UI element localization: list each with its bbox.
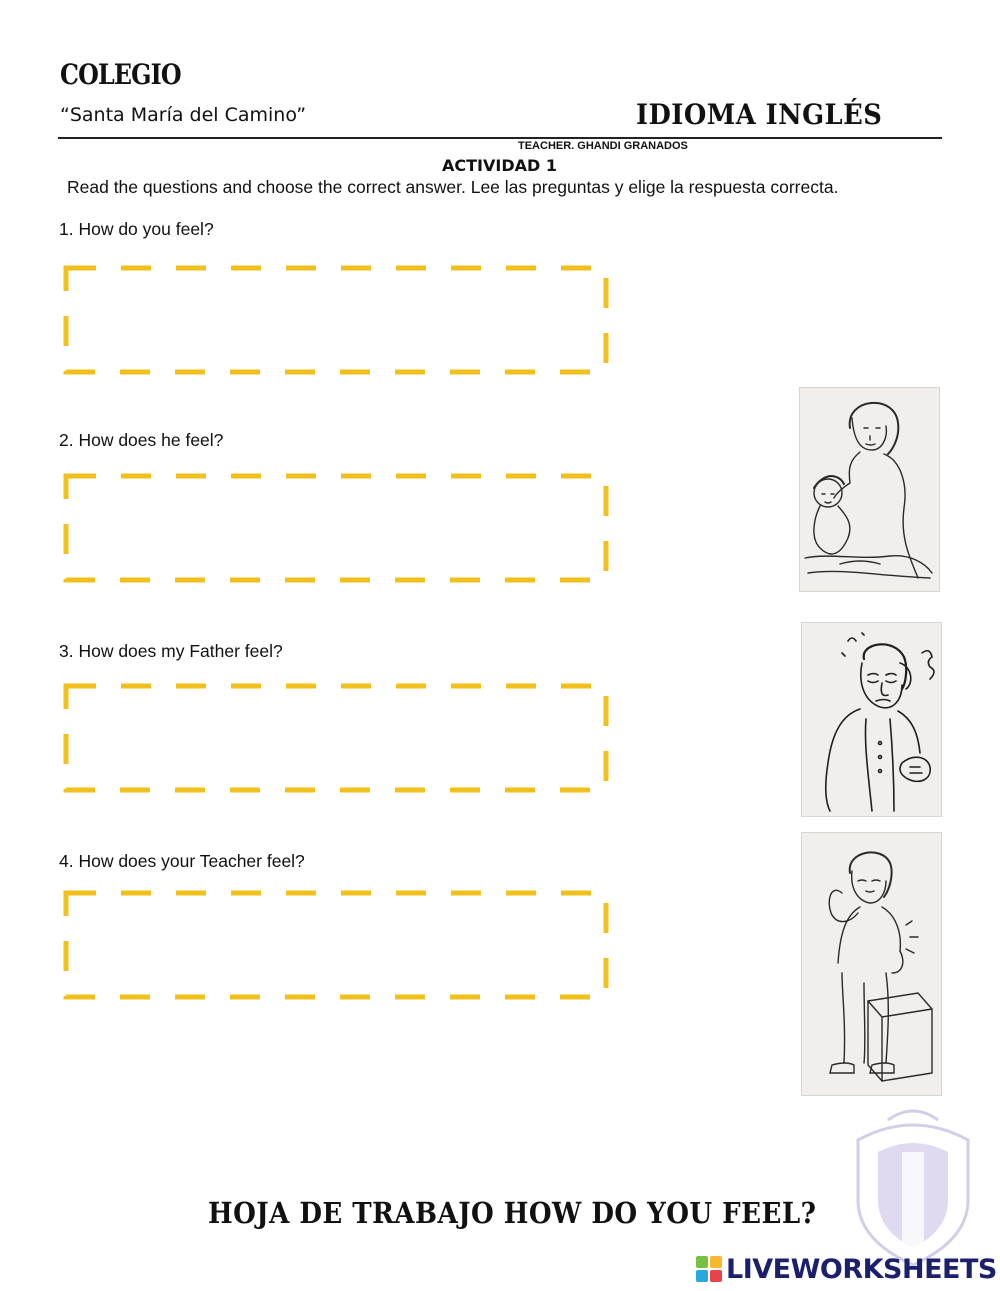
instructions: Read the questions and choose the correct answer. Lee las preguntas y elige la respuesta correcta. bbox=[67, 177, 839, 197]
activity-title: ACTIVIDAD 1 bbox=[442, 156, 557, 175]
answer-box-4[interactable] bbox=[58, 887, 614, 1005]
liveworksheets-logo-icon bbox=[696, 1256, 722, 1282]
question-4: 4. How does your Teacher feel? bbox=[59, 851, 305, 871]
answer-box-3[interactable] bbox=[58, 680, 614, 798]
school-crest-watermark bbox=[838, 1100, 988, 1270]
question-2: 2. How does he feel? bbox=[59, 430, 224, 450]
brand-name: LIVEWORKSHEETS bbox=[726, 1253, 997, 1285]
header-divider bbox=[58, 137, 942, 139]
backache-teacher-sketch bbox=[801, 832, 942, 1096]
teacher-name: TEACHER. GHANDI GRANADOS bbox=[518, 140, 688, 152]
question-3: 3. How does my Father feel? bbox=[59, 641, 283, 661]
question-1: 1. How do you feel? bbox=[59, 219, 214, 239]
school-label: COLEGIO bbox=[60, 58, 181, 91]
answer-box-1[interactable] bbox=[58, 262, 614, 380]
answer-box-2[interactable] bbox=[58, 470, 614, 588]
subject-title: IDIOMA INGLÉS bbox=[636, 98, 883, 131]
sick-child-sketch bbox=[799, 387, 940, 592]
tired-father-sketch bbox=[801, 622, 942, 817]
worksheet-title: HOJA DE TRABAJO HOW DO YOU FEEL? bbox=[208, 1196, 817, 1230]
school-name: “Santa María del Camino” bbox=[60, 104, 307, 126]
liveworksheets-brand[interactable] bbox=[696, 1253, 997, 1285]
